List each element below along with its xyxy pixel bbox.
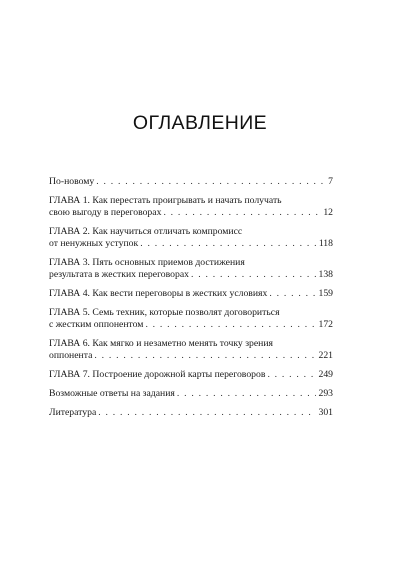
dot-leader (94, 350, 316, 362)
toc-page-number: 12 (323, 207, 333, 218)
toc-page-number: 159 (318, 288, 333, 299)
toc-entry-title-continued: с жестким оппонентом (49, 319, 144, 330)
toc-entry-chapter-3[interactable] (49, 257, 333, 281)
toc-page-number: 138 (318, 269, 333, 280)
dot-leader (98, 407, 316, 419)
page-title: ОГЛАВЛЕНИЕ (132, 112, 268, 134)
dot-leader (191, 269, 316, 281)
toc-entry-title: Литература (49, 407, 97, 418)
toc-entry-title: ГЛАВА 7. Построение дорожной карты переговоров (49, 369, 266, 380)
toc-entry-chapter-7[interactable] (49, 369, 333, 381)
toc-entry-title: ГЛАВА 2. Как научиться отличать компромисс (49, 226, 243, 237)
toc-entry-title: ГЛАВА 6. Как мягко и незаметно менять точку зрения (49, 338, 273, 349)
toc-entry-title-continued: оппонента (49, 350, 93, 361)
toc-page-number: 221 (318, 350, 333, 361)
toc-entry-chapter-5[interactable] (49, 307, 333, 331)
toc-entry-title-continued: от ненужных уступок (49, 238, 139, 249)
dot-leader (96, 176, 326, 188)
toc-entry-chapter-4[interactable] (49, 288, 333, 300)
toc-page-number: 172 (318, 319, 333, 330)
toc-page-number: 249 (318, 369, 333, 380)
toc-entry-chapter-1[interactable] (49, 195, 333, 219)
toc-entry-title: ГЛАВА 5. Семь техник, которые позволят договориться (49, 307, 280, 318)
dot-leader (145, 319, 316, 331)
toc-entry-title: ГЛАВА 1. Как перестать проигрывать и начать получать (49, 195, 282, 206)
toc-entry-answers[interactable] (49, 388, 333, 400)
dot-leader (163, 207, 321, 219)
table-of-contents (49, 176, 333, 419)
toc-entry-intro[interactable] (49, 176, 333, 188)
dot-leader (140, 238, 317, 250)
toc-page-number: 7 (328, 176, 333, 187)
toc-entry-title: ГЛАВА 3. Пять основных приемов достижения (49, 257, 245, 268)
toc-page-number: 118 (318, 238, 333, 249)
toc-entry-title: ГЛАВА 4. Как вести переговоры в жестких условиях (49, 288, 268, 299)
toc-entry-title: Возможные ответы на задания (49, 388, 175, 399)
dot-leader (177, 388, 317, 400)
toc-page-number: 293 (318, 388, 333, 399)
toc-page-number: 301 (318, 407, 333, 418)
toc-entry-title-continued: свою выгоду в переговорах (49, 207, 162, 218)
toc-entry-literature[interactable] (49, 407, 333, 419)
toc-entry-chapter-6[interactable] (49, 338, 333, 362)
toc-entry-title-continued: результата в жестких переговорах (49, 269, 189, 280)
toc-entry-title: По-новому (49, 176, 95, 187)
dot-leader (269, 288, 316, 300)
toc-entry-chapter-2[interactable] (49, 226, 333, 250)
dot-leader (267, 369, 316, 381)
